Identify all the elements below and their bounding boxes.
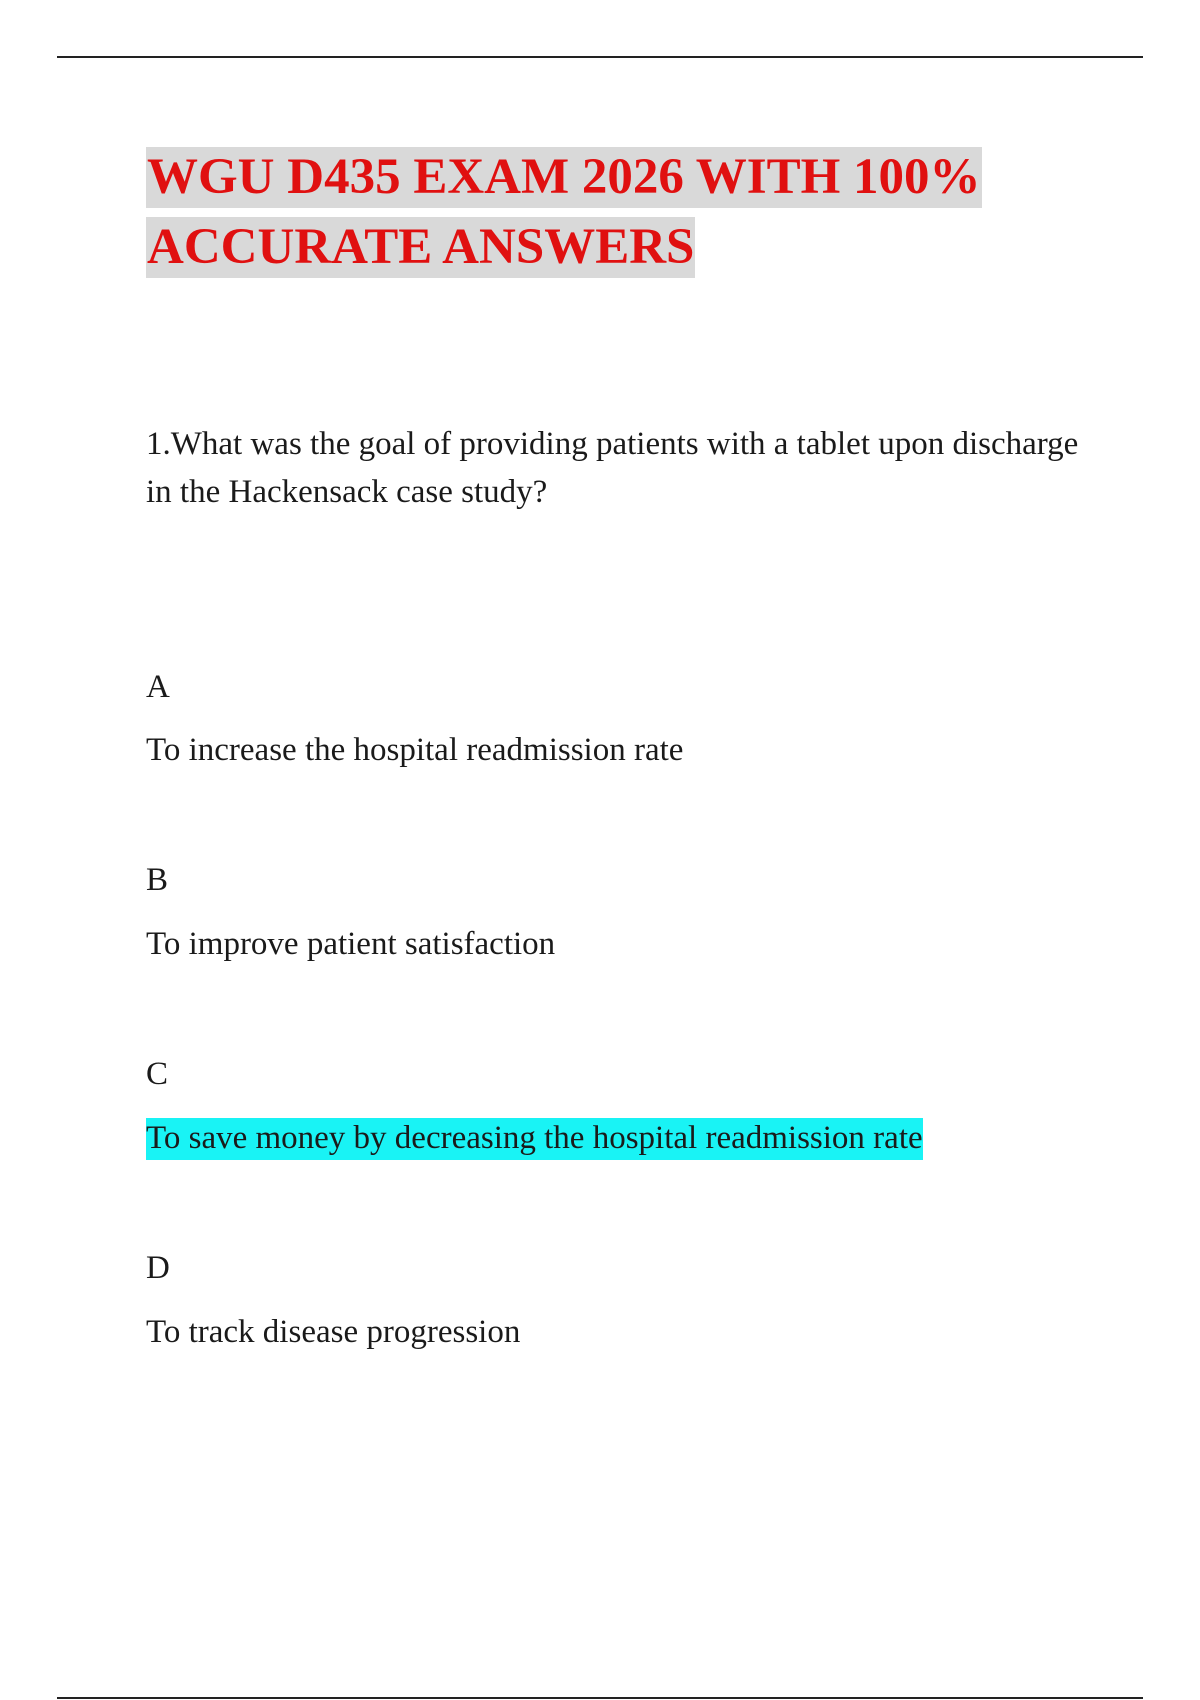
- option-b-letter: B: [146, 862, 169, 898]
- title-highlight: [146, 147, 982, 278]
- document-title: [146, 142, 1046, 282]
- option-c-letter: C: [146, 1056, 169, 1092]
- bottom-divider: [57, 1697, 1143, 1699]
- title-line-1: WGU D435 EXAM 2026 WITH 100%: [147, 149, 981, 205]
- option-c-text: [146, 1118, 923, 1158]
- option-a-text: To increase the hospital readmission rate: [146, 732, 684, 768]
- top-divider: [57, 56, 1143, 58]
- question-text: 1.What was the goal of providing patients with a tablet upon discharge in the Hackensack case study?: [146, 426, 1079, 510]
- correct-answer-highlight: To save money by decreasing the hospital readmission rate: [146, 1118, 923, 1160]
- option-d-text: To track disease progression: [146, 1314, 521, 1350]
- option-a-letter: A: [146, 669, 170, 705]
- option-d-letter: D: [146, 1250, 170, 1286]
- option-b-text: To improve patient satisfaction: [146, 926, 556, 962]
- title-line-2: ACCURATE ANSWERS: [147, 219, 695, 275]
